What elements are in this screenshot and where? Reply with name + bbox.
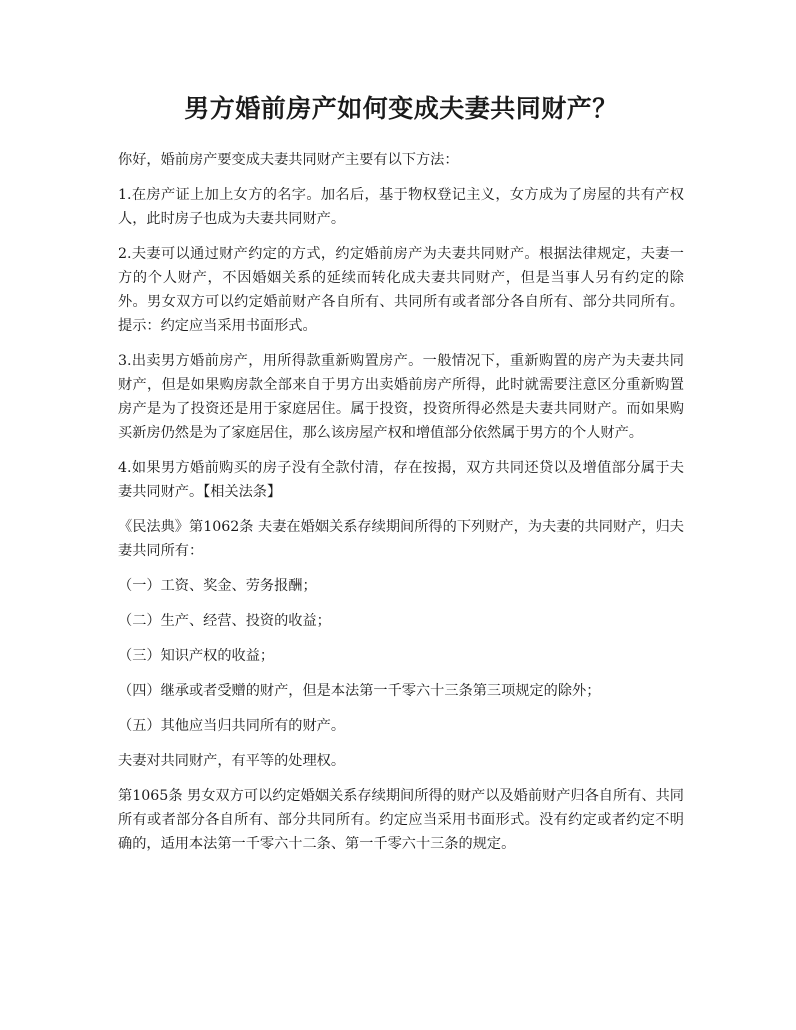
paragraph-item-3: （三）知识产权的收益； xyxy=(118,648,275,664)
paragraph-method-3: 3.出卖男方婚前房产，用所得款重新购置房产。一般情况下，重新购置的房产为夫妻共同财产，但是如果购房款全部来自于男方出卖婚前房产所得，此时就需要注意区分重新购置房产是为了投资还是用于家庭居住。属于投资，投资所得必然是夫妻共同财产。而如果购买新房仍然是为了家庭居住，那么该房屋产权和增值部分依然属于男方的个人财产。 xyxy=(118,353,684,441)
paragraph-item-5: （五）其他应当归共同所有的财产。 xyxy=(118,718,346,734)
paragraph-item-4: （四）继承或者受赠的财产，但是本法第一千零六十三条第三项规定的除外； xyxy=(118,683,601,699)
paragraph-method-1: 1.在房产证上加上女方的名字。加名后，基于物权登记主义，女方成为了房屋的共有产权人，此时房子也成为夫妻共同财产。 xyxy=(118,187,684,227)
paragraph-method-2: 2.夫妻可以通过财产约定的方式，约定婚前房产为夫妻共同财产。根据法律规定，夫妻一方的个人财产，不因婚姻关系的延续而转化成夫妻共同财产，但是当事人另有约定的除外。男女双方可以约定婚前财产各自所有、共同所有或者部分各自所有、部分共同所有。提示：约定应当采用书面形式。 xyxy=(118,246,684,334)
document-title: 男方婚前房产如何变成夫妻共同财产？ xyxy=(184,94,618,123)
paragraph-item-1: （一）工资、奖金、劳务报酬； xyxy=(118,578,317,594)
paragraph-method-4: 4.如果男方婚前购买的房子没有全款付清，存在按揭，双方共同还贷以及增值部分属于夫妻共同财产。【相关法条】 xyxy=(118,460,684,500)
paragraph-intro: 你好，婚前房产要变成夫妻共同财产主要有以下方法： xyxy=(118,152,459,168)
paragraph-article-1062: 《民法典》第1062条 夫妻在婚姻关系存续期间所得的下列财产，为夫妻的共同财产，归夫妻共同所有： xyxy=(118,519,684,559)
paragraph-equal-rights: 夫妻对共同财产，有平等的处理权。 xyxy=(118,753,346,769)
document-page xyxy=(118,92,684,867)
paragraph-article-1065: 第1065条 男女双方可以约定婚姻关系存续期间所得的财产以及婚前财产归各自所有、共同所有或者部分各自所有、部分共同所有。约定应当采用书面形式。没有约定或者约定不明确的，适用本法第一千零六十二条、第一千零六十三条的规定。 xyxy=(118,788,684,852)
paragraph-item-2: （二）生产、经营、投资的收益； xyxy=(118,613,331,629)
